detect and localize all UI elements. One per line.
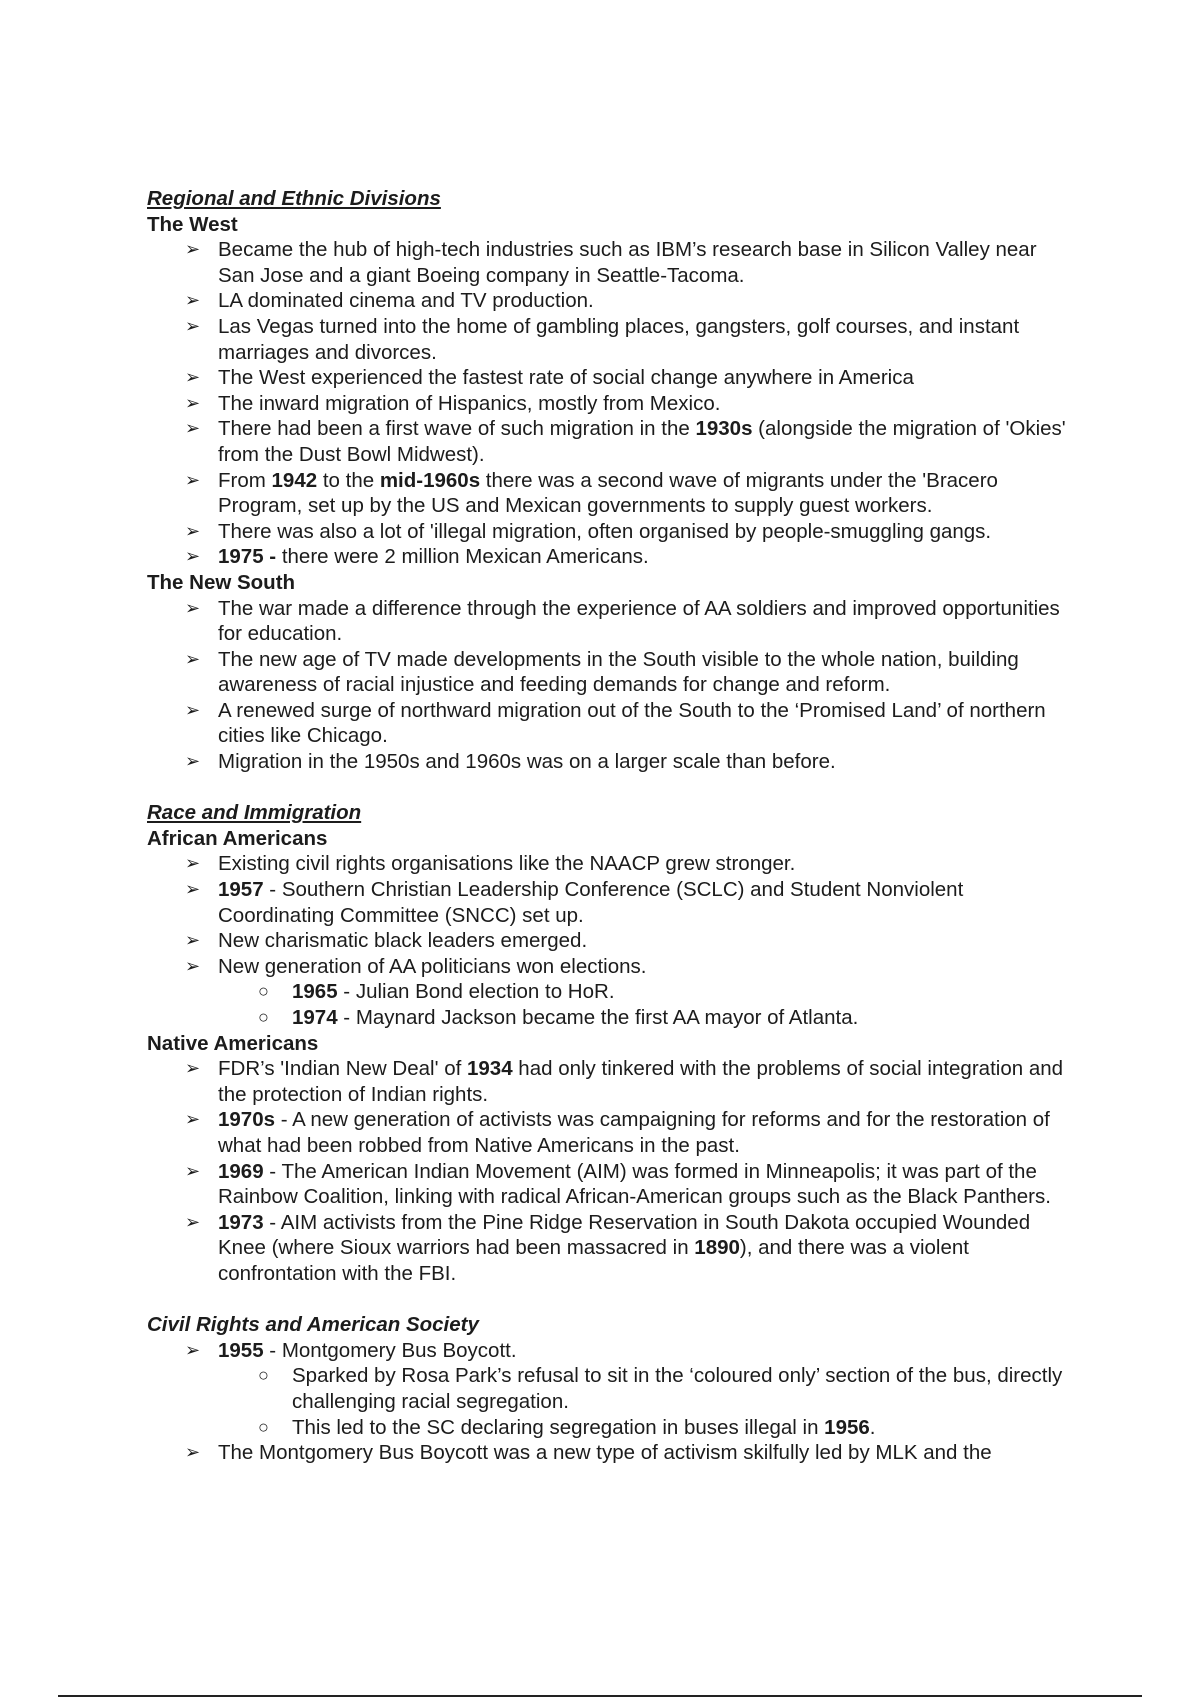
circle-bullet-icon: ○ <box>258 981 269 1002</box>
text: The West experienced the fastest rate of social change anywhere in America <box>218 366 914 390</box>
bold-text: 1930s <box>695 417 753 441</box>
text: This led to the SC declaring segregation in buses illegal in <box>292 1415 825 1439</box>
text: Las Vegas turned into the home of gambling places, gangsters, golf courses, and instant marriages and divorces. <box>218 314 1020 364</box>
bullet-item <box>147 1107 1077 1158</box>
text: From <box>218 468 272 492</box>
arrow-bullet-icon: ➢ <box>185 418 201 439</box>
bullet-item <box>147 749 1077 775</box>
bullet-item <box>147 647 1077 698</box>
bullet-item <box>147 237 1077 288</box>
arrow-bullet-icon: ➢ <box>185 367 201 388</box>
bullet-item <box>147 288 1077 314</box>
bold-text: 1973 <box>218 1210 264 1234</box>
text: there were 2 million Mexican Americans. <box>276 545 649 569</box>
bullet-item <box>147 928 1077 954</box>
arrow-bullet-icon: ➢ <box>185 315 201 336</box>
text: The inward migration of Hispanics, mostly from Mexico. <box>218 391 721 415</box>
bullet-list <box>147 1056 1077 1286</box>
section-regional <box>147 186 1077 775</box>
arrow-bullet-icon: ➢ <box>185 239 201 260</box>
bold-text: 1955 <box>218 1338 264 1362</box>
text: Existing civil rights organisations like the NAACP grew stronger. <box>218 852 796 876</box>
arrow-bullet-icon: ➢ <box>185 751 201 772</box>
arrow-bullet-icon: ➢ <box>185 1211 201 1232</box>
text: The new age of TV made developments in the South visible to the whole nation, building awareness of racial injustice and feeding demands for change and reform. <box>218 647 1019 697</box>
bold-text: 1942 <box>271 468 318 492</box>
bold-text: mid-1960s <box>379 468 481 492</box>
text: Migration in the 1950s and 1960s was on a larger scale than before. <box>218 750 836 774</box>
text: ), and there was a violent confrontation with the FBI. <box>218 1236 969 1285</box>
text: (alongside the migration of 'Okies' from the Dust Bowl Midwest). <box>218 417 1066 466</box>
bold-text: 1969 <box>218 1159 264 1183</box>
bullet-item <box>147 954 1077 980</box>
bullet-item <box>147 1440 1077 1466</box>
bullet-item <box>147 596 1077 647</box>
text: - AIM activists from the Pine Ridge Reservation in South Dakota occupied Wounded Knee (where Sioux warriors had been massacred in <box>218 1210 1031 1260</box>
footer-rule <box>58 1695 1142 1697</box>
text: New generation of AA politicians won elections. <box>218 954 647 978</box>
bullet-list <box>147 237 1077 570</box>
arrow-bullet-icon: ➢ <box>185 1109 201 1130</box>
bullet-item <box>147 519 1077 545</box>
bold-text: 1890 <box>694 1236 740 1260</box>
section-civil <box>147 1312 1077 1466</box>
text: FDR’s 'Indian New Deal' of <box>218 1057 467 1081</box>
arrow-bullet-icon: ➢ <box>185 879 201 900</box>
bullet-item <box>147 544 1077 570</box>
arrow-bullet-icon: ➢ <box>185 648 201 669</box>
section-title: Race and Immigration <box>147 801 362 825</box>
bullet-item <box>147 1338 1077 1364</box>
bullet-item <box>147 698 1077 749</box>
document-body <box>147 186 1077 1466</box>
text: Sparked by Rosa Park’s refusal to sit in the ‘coloured only’ section of the bus, directly challenging racial segregation. <box>292 1364 1063 1413</box>
text: A renewed surge of northward migration out of the South to the ‘Promised Land’ of northern cities like Chicago. <box>218 698 1046 748</box>
subsection-heading: The West <box>147 212 238 236</box>
bullet-item <box>147 391 1077 417</box>
sub-bullet-item <box>147 1363 1077 1414</box>
bullet-list <box>147 1338 1077 1466</box>
text: The war made a difference through the experience of AA soldiers and improved opportunities for education. <box>218 596 1060 646</box>
text: There had been a first wave of such migration in the <box>218 417 696 441</box>
bold-text: 1934 <box>467 1057 513 1081</box>
arrow-bullet-icon: ➢ <box>185 1160 201 1181</box>
bold-text: 1974 <box>292 1006 338 1029</box>
bullet-item <box>147 1056 1077 1107</box>
section-spacer <box>147 1287 1077 1313</box>
bullet-list <box>147 596 1077 775</box>
text: There was also a lot of 'illegal migration, often organised by people-smuggling gangs. <box>218 519 992 543</box>
text: - A new generation of activists was campaigning for reforms and for the restoration of what had been robbed from Native Americans in the past. <box>218 1108 1050 1157</box>
text: there was a second wave of migrants under the 'Bracero Program, set up by the US and Mexican governments to supply guest workers. <box>218 468 998 518</box>
arrow-bullet-icon: ➢ <box>185 955 201 976</box>
arrow-bullet-icon: ➢ <box>185 1339 201 1360</box>
arrow-bullet-icon: ➢ <box>185 290 201 311</box>
text: . <box>869 1415 876 1439</box>
circle-bullet-icon: ○ <box>258 1007 269 1027</box>
text: - Julian Bond election to HoR. <box>337 980 615 1004</box>
bullet-item <box>147 1159 1077 1210</box>
text: - Montgomery Bus Boycott. <box>263 1338 517 1362</box>
section-title: Regional and Ethnic Divisions <box>147 187 441 210</box>
circle-bullet-icon: ○ <box>258 1365 269 1386</box>
bullet-item <box>147 851 1077 877</box>
arrow-bullet-icon: ➢ <box>185 1058 201 1079</box>
text: to the <box>317 468 380 492</box>
section-title: Civil Rights and American Society <box>147 1313 479 1337</box>
text: The Montgomery Bus Boycott was a new type of activism skilfully led by MLK and the <box>218 1441 992 1465</box>
text: New charismatic black leaders emerged. <box>218 929 588 953</box>
arrow-bullet-icon: ➢ <box>185 1442 201 1463</box>
bold-text: 1957 <box>218 878 264 902</box>
text: - Maynard Jackson became the first AA mayor of Atlanta. <box>337 1006 859 1029</box>
bullet-item <box>147 468 1077 519</box>
bold-text: 1956 <box>824 1415 870 1439</box>
subsection-heading: The New South <box>147 570 296 594</box>
arrow-bullet-icon: ➢ <box>185 392 201 413</box>
sub-bullet-item <box>147 979 1077 1005</box>
arrow-bullet-icon: ➢ <box>185 597 201 618</box>
arrow-bullet-icon: ➢ <box>185 699 201 720</box>
text: - The American Indian Movement (AIM) was formed in Minneapolis; it was part of the Rainbow Coalition, linking with radical African-American groups such as the Black Panthers. <box>218 1159 1051 1209</box>
bold-text: 1970s <box>218 1108 276 1132</box>
bold-text: 1975 - <box>218 545 277 569</box>
bullet-list <box>147 851 1077 1030</box>
arrow-bullet-icon: ➢ <box>185 930 201 951</box>
circle-bullet-icon: ○ <box>258 1416 269 1437</box>
bullet-item <box>147 416 1077 467</box>
bold-text: 1965 <box>292 980 338 1004</box>
bullet-item <box>147 877 1077 928</box>
arrow-bullet-icon: ➢ <box>185 520 201 541</box>
sub-bullet-item <box>147 1005 1077 1031</box>
text: Became the hub of high-tech industries such as IBM’s research base in Silicon Valley near San Jose and a giant Boeing company in Seattle-Tacoma. <box>218 238 1037 287</box>
sub-bullet-item <box>147 1415 1077 1441</box>
bullet-item <box>147 1210 1077 1287</box>
arrow-bullet-icon: ➢ <box>185 469 201 490</box>
text: had only tinkered with the problems of social integration and the protection of Indian rights. <box>218 1057 1064 1106</box>
bullet-item <box>147 365 1077 391</box>
subsection-heading: African Americans <box>147 826 328 850</box>
text: LA dominated cinema and TV production. <box>218 289 594 313</box>
arrow-bullet-icon: ➢ <box>185 546 201 567</box>
arrow-bullet-icon: ➢ <box>185 853 201 874</box>
text: - Southern Christian Leadership Conference (SCLC) and Student Nonviolent Coordinating Committee (SNCC) set up. <box>218 878 964 927</box>
section-spacer <box>147 775 1077 801</box>
bullet-item <box>147 314 1077 365</box>
section-race <box>147 800 1077 1286</box>
subsection-heading: Native Americans <box>147 1031 319 1055</box>
